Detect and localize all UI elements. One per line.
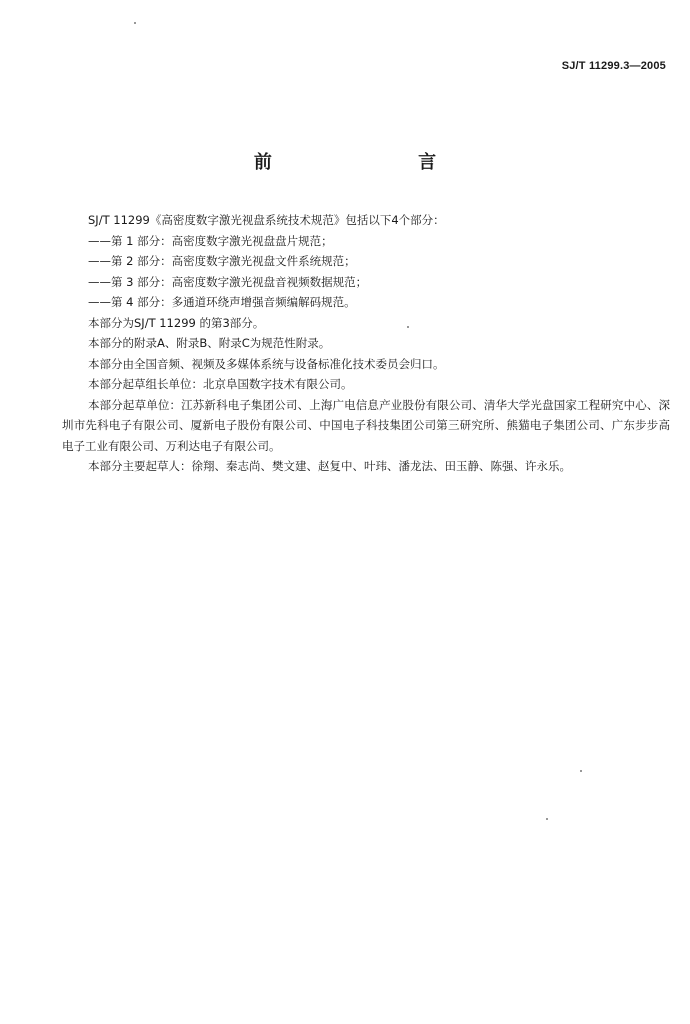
annex-paragraph: 本部分的附录A、附录B、附录C为规范性附录。: [88, 336, 331, 350]
drafters-paragraph: 本部分主要起草人：徐翔、秦志尚、樊文建、赵复中、叶玮、潘龙法、田玉静、陈强、许永乐。: [88, 459, 571, 473]
scan-speck: [407, 326, 409, 328]
part-1-item: ——第 1 部分：高密度数字激光视盘盘片规范；: [88, 233, 333, 248]
scan-speck: [134, 22, 136, 24]
lead-drafter-paragraph: 本部分起草组长单位：北京阜国数字技术有限公司。: [88, 377, 353, 391]
page-title: 前 言: [253, 152, 507, 173]
drafting-units-paragraph: 本部分起草单位：江苏新科电子集团公司、上海广电信息产业股份有限公司、清华大学光盘国家工程研究中心、深圳市先科电子有限公司、厦新电子股份有限公司、中国电子科技集团公司第三研究所、熊猫电子集团公司、广东步步高电子工业有限公司、万利达电子有限公司。: [62, 397, 670, 453]
scan-speck: [580, 770, 582, 772]
part-3-item: ——第 3 部分：高密度数字激光视盘音视频数据规范；: [88, 274, 368, 289]
committee-paragraph: 本部分由全国音频、视频及多媒体系统与设备标准化技术委员会归口。: [88, 356, 445, 371]
scan-speck: [546, 818, 548, 820]
part-2-item: ——第 2 部分：高密度数字激光视盘文件系统规范；: [88, 254, 356, 268]
scope-paragraph: 本部分为SJ/T 11299 的第3部分。: [88, 315, 265, 330]
foreword-body: [62, 210, 670, 477]
part-4-item: ——第 4 部分：多通道环绕声增强音频编解码规范。: [88, 295, 356, 309]
intro-paragraph: SJ/T 11299《高密度数字激光视盘系统技术规范》包括以下4个部分：: [88, 213, 445, 227]
document-code: SJ/T 11299.3—2005: [561, 60, 666, 72]
